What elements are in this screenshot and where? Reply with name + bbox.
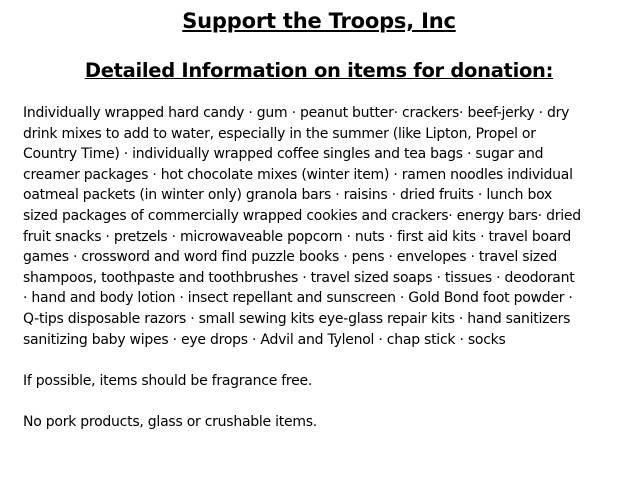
paragraph-spacer <box>23 391 623 412</box>
items-line-9: shampoos, toothpaste and toothbrushes · travel sized soaps · tissues · deodorant <box>23 269 575 286</box>
items-line-8: games · crossword and word find puzzle books · pens · envelopes · travel sized <box>23 249 557 266</box>
items-line-10: · hand and body lotion · insect repellant and sunscreen · Gold Bond foot powder · <box>23 290 573 307</box>
body-text <box>23 103 623 433</box>
items-line-3: Country Time) · individually wrapped coffee singles and tea bags · sugar and <box>23 146 544 163</box>
items-line-6: sized packages of commercially wrapped cookies and crackers· energy bars· dried <box>23 207 581 224</box>
page-title: Support the Troops, Inc <box>182 9 456 33</box>
items-line-2: drink mixes to add to water, especially in the summer (like Lipton, Propel or <box>23 125 536 142</box>
items-line-12: sanitizing baby wipes · eye drops · Advil and Tylenol · chap stick · socks <box>23 331 506 348</box>
page-subtitle: Detailed Information on items for donation: <box>84 59 554 82</box>
items-line-5: oatmeal packets (in winter only) granola bars · raisins · dried fruits · lunch box <box>23 187 553 204</box>
paragraph-spacer <box>23 350 623 371</box>
items-line-7: fruit snacks · pretzels · microwaveable popcorn · nuts · first aid kits · travel board <box>23 228 572 245</box>
fragrance-note: If possible, items should be fragrance free. <box>23 372 313 389</box>
items-line-11: Q-tips disposable razors · small sewing kits eye-glass repair kits · hand sanitizers <box>23 310 571 327</box>
items-line-1: Individually wrapped hard candy · gum · peanut butter· crackers· beef-jerky · dry <box>23 105 570 121</box>
exclusion-note: No pork products, glass or crushable items. <box>23 413 317 430</box>
items-line-4: creamer packages · hot chocolate mixes (winter item) · ramen noodles individual <box>23 166 573 183</box>
